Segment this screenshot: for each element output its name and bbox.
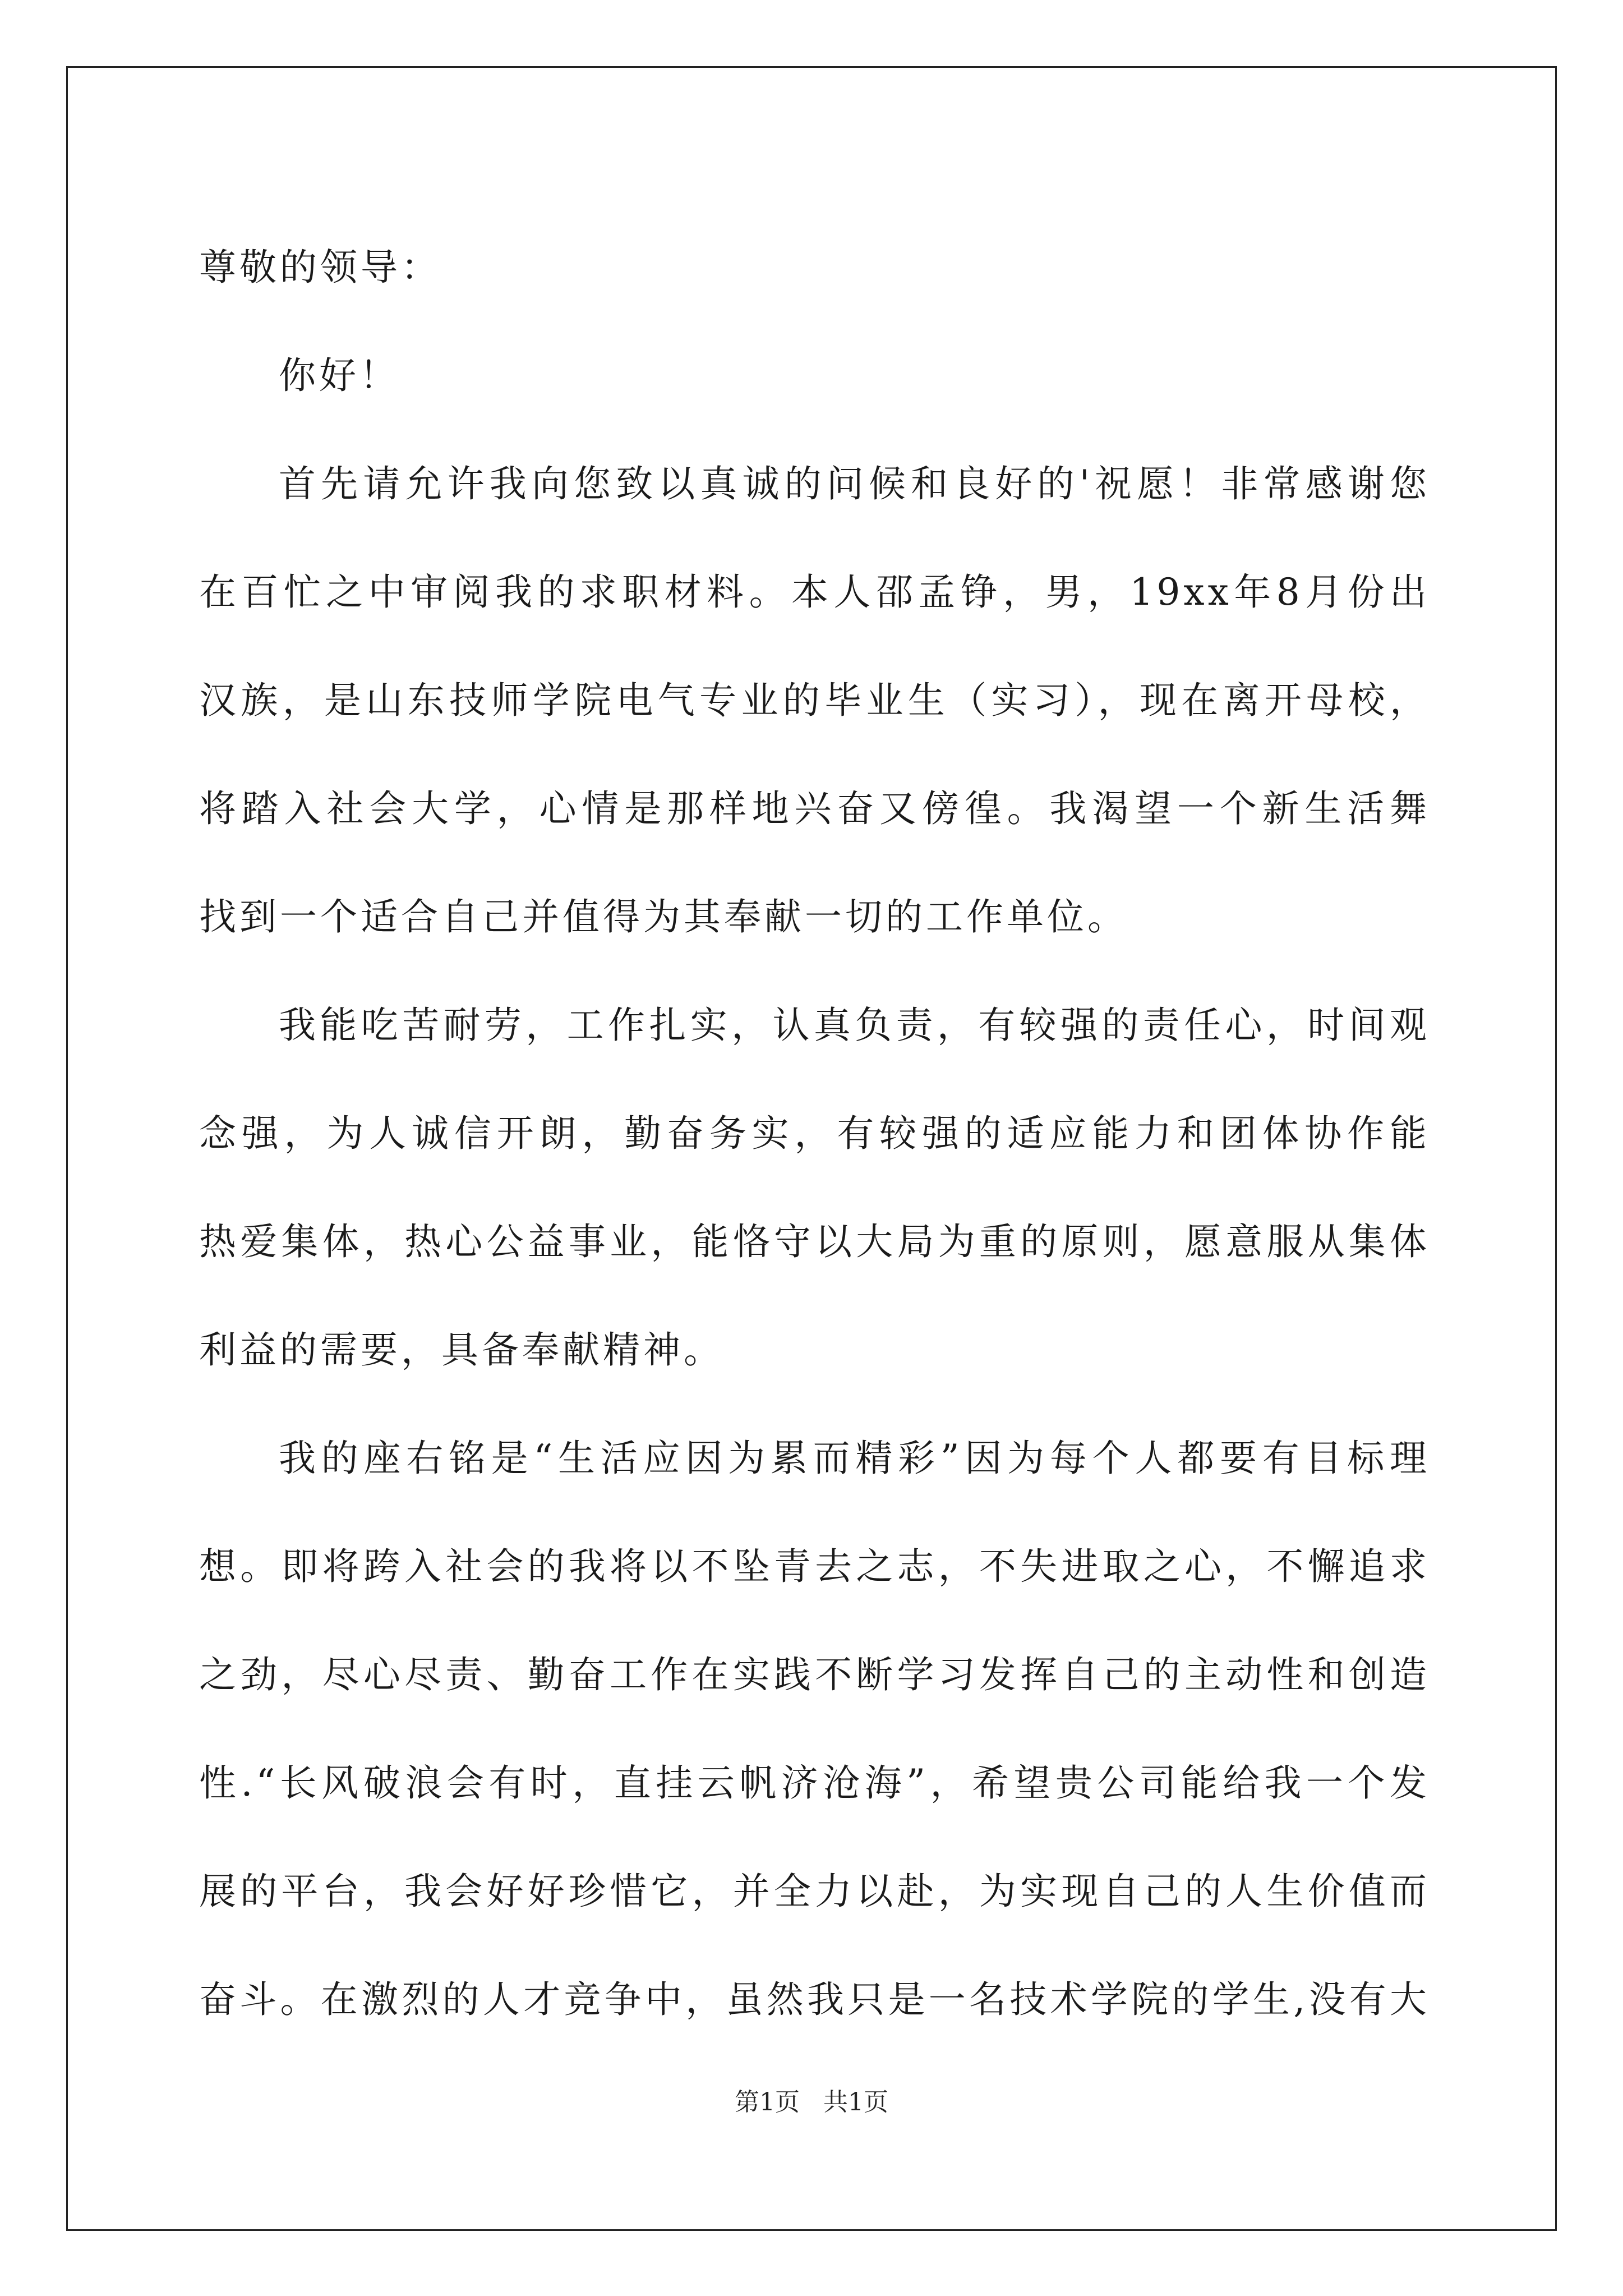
letter-body — [199, 213, 1430, 2054]
text-line: 展的平台，我会好好珍惜它，并全力以赴，为实现自己的人生价值而 — [199, 1870, 1430, 1913]
text-line: 找到一个适合自己并值得为其奉献一切的工作单位。 — [199, 895, 1128, 938]
text-line: 热爱集体，热心公益事业，能恪守以大局为重的原则，愿意服从集体 — [199, 1220, 1430, 1263]
text-line: 首先请允许我向您致以真诚的问候和良好的'祝愿！非常感谢您 — [279, 462, 1430, 505]
text-line: 在百忙之中审阅我的求职材料。本人邵孟铮，男，19xx年8月份出 — [199, 570, 1430, 614]
text-line: 汉族，是山东技师学院电气专业的毕业生（实习），现在离开母校， — [199, 679, 1430, 722]
text-line: 性.“长风破浪会有时，直挂云帆济沧海”，希望贵公司能给我一个发 — [199, 1761, 1430, 1805]
text-line: 将踏入社会大学，心情是那样地兴奋又傍徨。我渴望一个新生活舞 — [199, 787, 1430, 830]
page-footer — [0, 2086, 1623, 2119]
letter-paragraphs — [199, 430, 1430, 2054]
text-line: 我能吃苦耐劳，工作扎实，认真负责，有较强的责任心，时间观 — [279, 1004, 1430, 1047]
text-line: 奋斗。在激烈的人才竞争中，虽然我只是一名技术学院的学生,没有大 — [199, 1978, 1430, 2021]
text-line: 想。即将跨入社会的我将以不坠青去之志，不失进取之心，不懈追求 — [199, 1545, 1430, 1588]
page-number: 第1页 — [735, 2088, 800, 2116]
text-line: 我的座右铭是“生活应因为累而精彩”因为每个人都要有目标理 — [279, 1437, 1430, 1480]
salutation: 尊敬的领导： — [199, 246, 441, 289]
text-line: 利益的需要，具备奉献精神。 — [199, 1328, 724, 1372]
text-line: 念强，为人诚信开朗，勤奋务实，有较强的适应能力和团体协作能 — [199, 1112, 1430, 1155]
text-line: 之劲，尽心尽责、勤奋工作在实践不断学习发挥自己的主动性和创造 — [199, 1653, 1430, 1696]
page-total: 共1页 — [823, 2088, 888, 2116]
greeting: 你好！ — [279, 354, 400, 397]
